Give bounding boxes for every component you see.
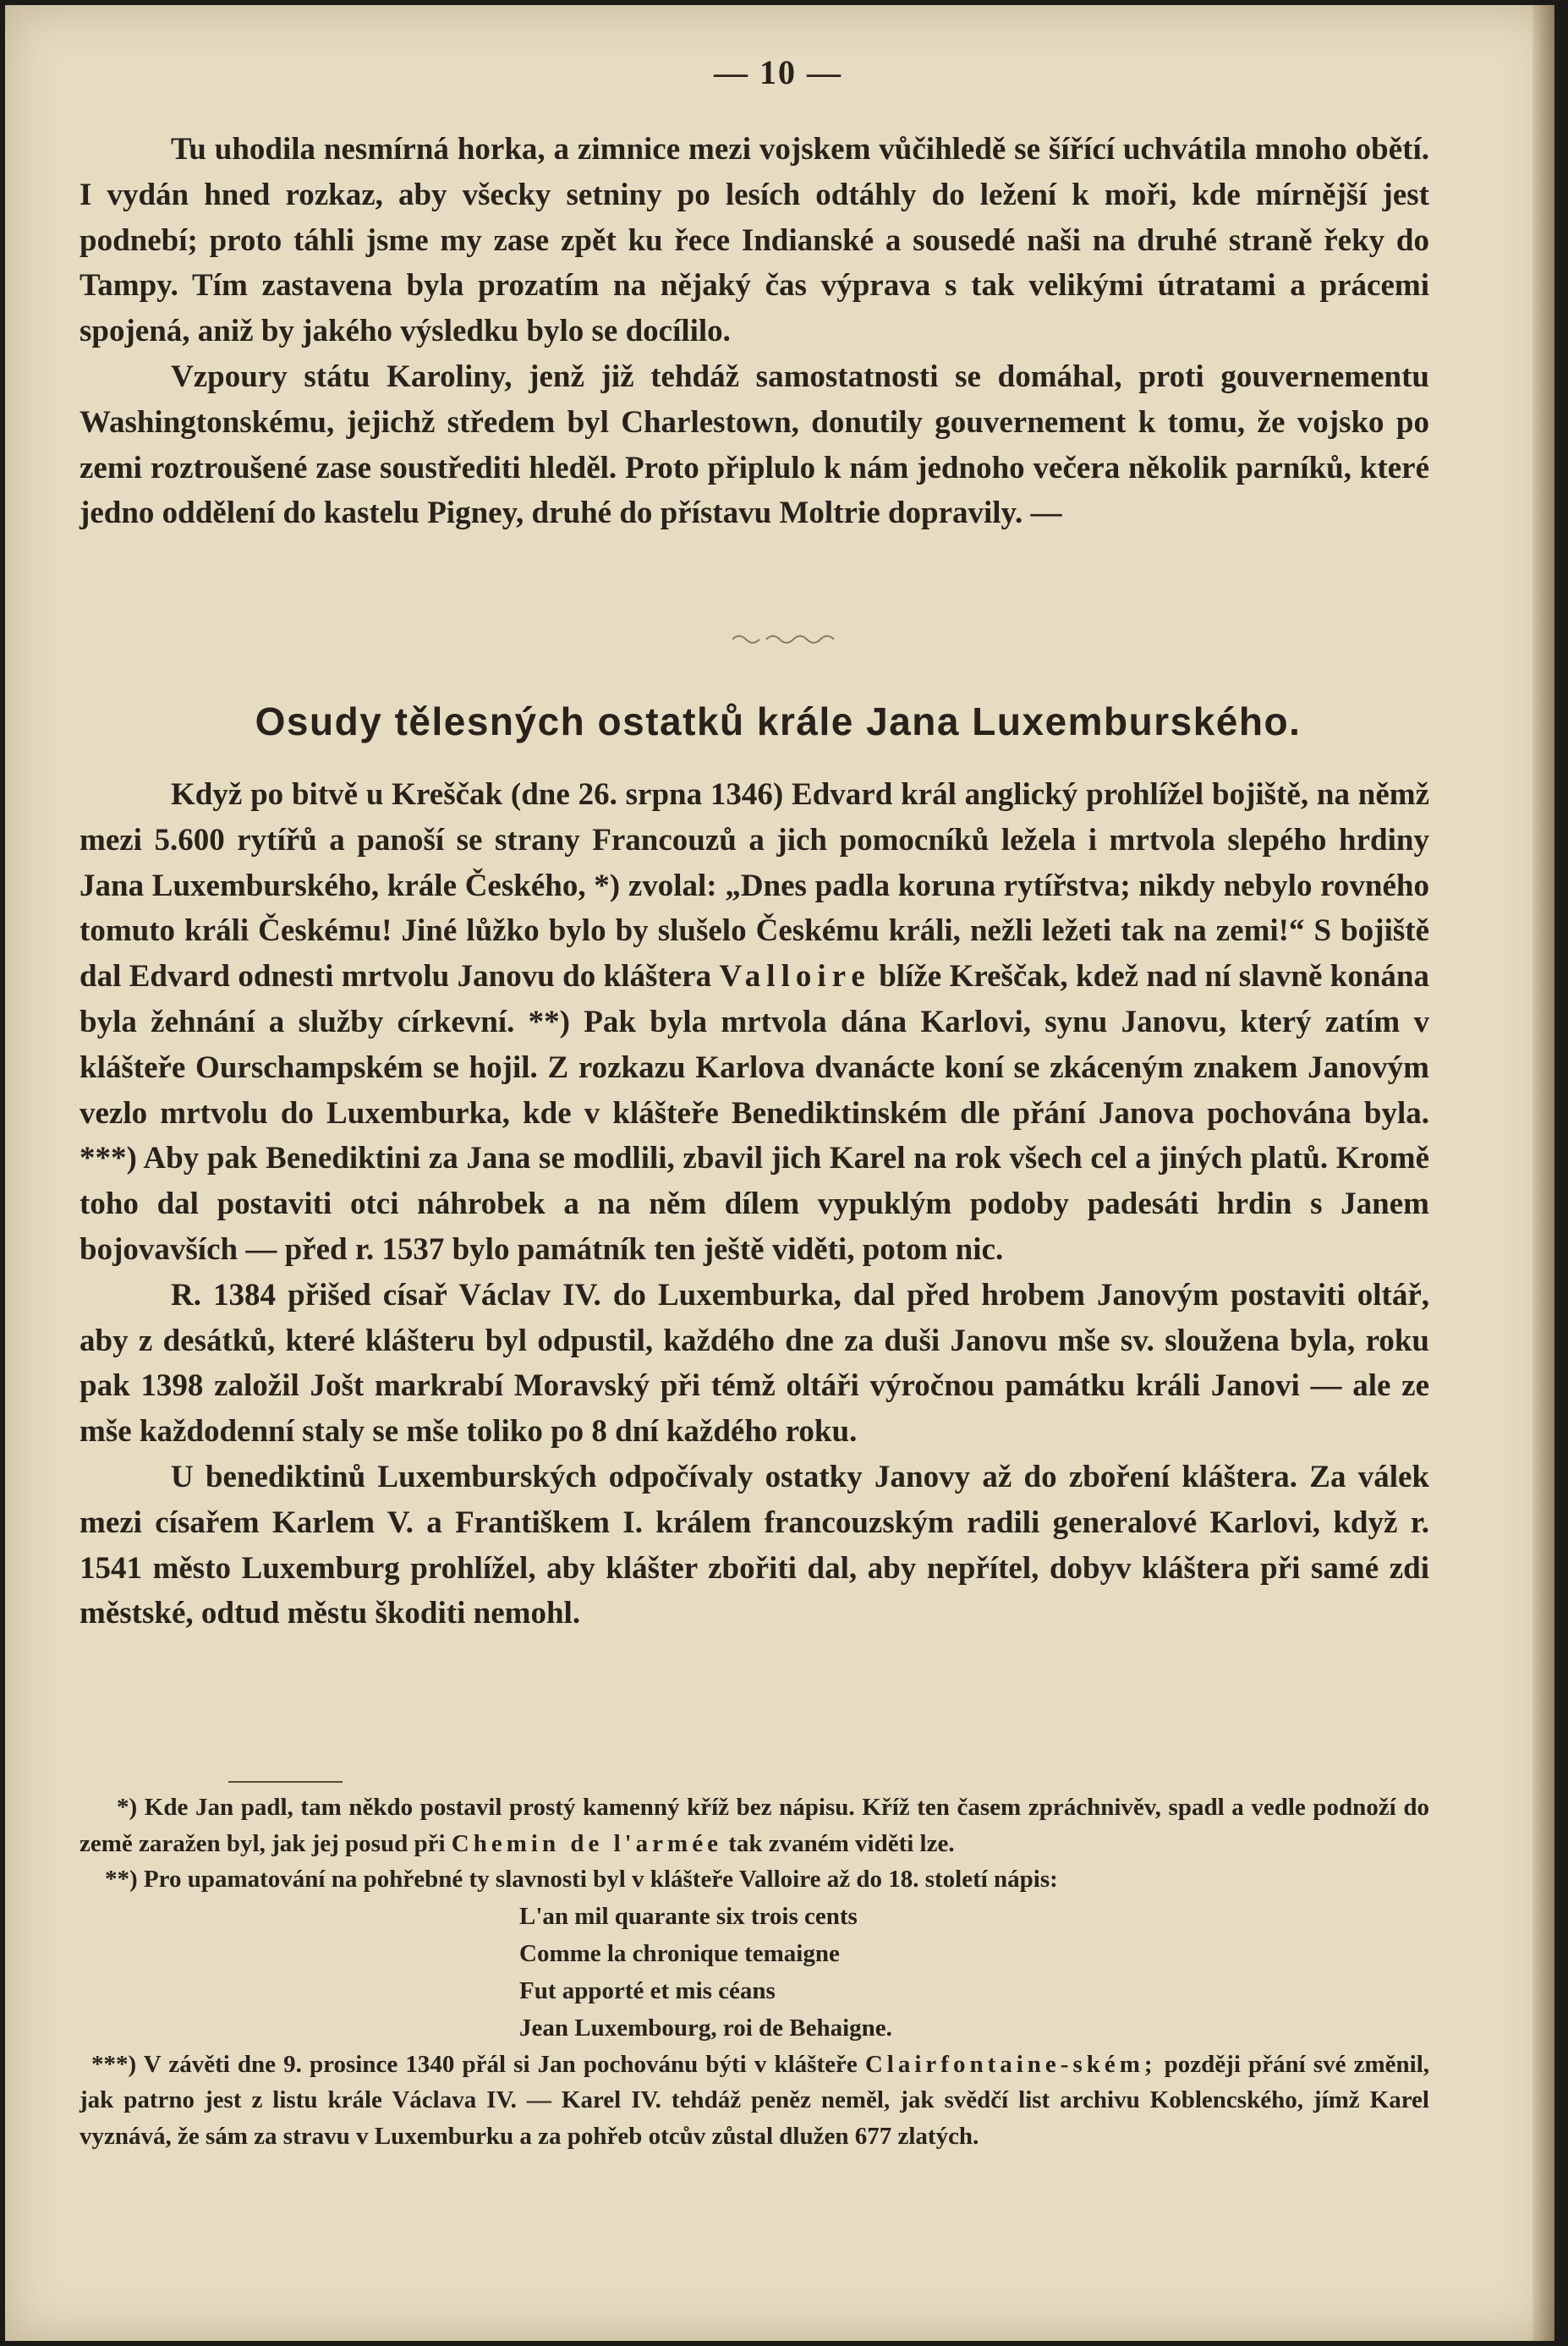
intro-paragraph-2: Vzpoury státu Karoliny, jenž již tehdáž samostatnosti se domáhal, proti gouvernementu Washingtonskému, jejichž středem byl Charlestown, donutily gouvernement k tomu, že vojsko po zemi roztroušené zase soustřediti hleděl. Proto připlulo k nám jednoho večera několik parníků, které jedno oddělení do kastelu Pigney, druhé do přístavu Moltrie dopravily. — xyxy=(79,359,1429,531)
article-paragraph-3: U benediktinů Luxemburských odpočívaly ostatky Janovy až do zboření kláštera. Za válek mezi císařem Karlem V. a Františkem I. králem francouzským radili generalové Karlovi, když r. 1541 město Luxemburg prohlížel, aby klášter zbořiti dal, aby nepřítel, dobyv kláštera při samé zdi městské, odtud městu škoditi nemohl. xyxy=(79,1459,1429,1631)
footnote-1 xyxy=(79,1790,1429,1861)
article-title: Osudy tělesných ostatků krále Jana Luxemburského. xyxy=(255,699,1302,743)
footnote-2-text: Pro upamatování na pohřebné ty slavnosti byl v klášteře Valloire až do 18. století nápis: xyxy=(143,1866,1058,1893)
article-paragraph-1-a: Když po bitvě u Kreščak (dne 26. srpna 1346) Edvard král anglický prohlížel bojiště, na němž mezi 5.600 rytířů a panoší se strany Francouzů a jich pomocníků ležela i mrtvola slepého hrdiny Jana Luxemburského, krále Českého, *) zvolal: „Dnes padla koruna rytířstva; nikdy nebylo rovného tomuto králi Českému! Jiné lůžko bylo by slušelo Českému králi, nežli ležeti tak na zemi!“ S bojiště dal Edvard odnesti mrtvolu Janovu do kláštera xyxy=(79,777,1429,995)
footnote-2 xyxy=(79,1861,1429,1898)
intro-paragraph-1: Tu uhodila nesmírná horka, a zimnice mezi vojskem vůčihledě se šířící uchvátila mnoho obětí. I vydán hned rozkaz, aby všecky setniny po lesích odtáhly do ležení k moři, kde mírnější jest podnebí; proto táhli jsme my zase zpět ku řece Indianské a sousedé naši na druhé straně řeky do Tampy. Tím zastavena byla prozatím na nějaký čas výprava s tak velikými útratami a prácemi spojená, aniž by jakého výsledku bylo se docílilo. xyxy=(79,132,1429,349)
footnote-3-text-a: V závěti dne 9. prosince 1340 přál si Jan pochovánu býti v klášteře xyxy=(143,2050,858,2078)
article-paragraph-1 xyxy=(79,772,1429,1273)
footnote-1-text-b: tak zvaném viděti lze. xyxy=(728,1829,955,1857)
footnote-3-text-b: později přání své změnil, jak patrno jest z listu krále Václava IV. — Karel IV. tehdáž peněz neměl, jak svědčí list archivu Koblencského, jímž Karel vyznává, že sám za stravu v Luxemburku a za pohřeb otcův zůstal dlužen 677 zlatých. xyxy=(79,2050,1429,2150)
poem-line: Fut apporté et mis céans xyxy=(519,1976,776,2004)
footnote-divider xyxy=(228,1781,343,1783)
intro-text xyxy=(79,127,1429,536)
footnotes xyxy=(79,1790,1429,2154)
poem-line: Jean Luxembourg, roi de Behaigne. xyxy=(519,2014,892,2042)
article-text xyxy=(79,772,1429,1636)
article-paragraph-1-b: blíže Kreščak, kdež nad ní slavně konána byla žehnání a služby církevní. **) Pak byla mrtvola dána Karlovi, synu Janovu, který zatím v klášteře Ourschampském se hojil. Z rozkazu Karlova dvanácte koní se zkáceným znakem Janovým vezlo mrtvolu do Luxemburka, kde v klášteře Benediktinském dle přání Janova pochována byla. ***) Aby pak Benediktini za Jana se modlili, zbavil jich Karel na rok všech cel a jiných platů. Kromě toho dal postaviti otci náhrobek a na něm dílem vypuklým podoby padesáti hrdin s Janem bojovavších — před r. 1537 bylo památník ten ještě viděti, potom nic. xyxy=(79,959,1430,1267)
footnote-3 xyxy=(79,2047,1429,2155)
page-spine-shadow xyxy=(1532,5,1554,2341)
book-page xyxy=(5,5,1554,2341)
valloire-spaced: Valloire xyxy=(719,959,871,995)
poem-line: Comme la chronique temaigne xyxy=(519,1939,840,1967)
page-number: — 10 — xyxy=(714,53,842,91)
article-paragraph-2: R. 1384 přišed císař Václav IV. do Luxemburka, dal před hrobem Janovým postaviti oltář, aby z desátků, které klášteru byl odpustil, každého dne za duši Janovu mše sv. sloužena byla, roku pak 1398 založil Jošt markrabí Moravský při témž oltáři výročnou památku králi Janovi — ale ze mše každodenní staly se mše toliko po 8 dní každého roku. xyxy=(79,1277,1429,1450)
inscription-poem xyxy=(79,1898,1429,2047)
footnote-3-mark: ***) xyxy=(91,2050,137,2078)
footnote-1-spaced: Chemin de l'armée xyxy=(451,1829,722,1857)
wavy-ornament-icon xyxy=(732,629,834,646)
poem-line: L'an mil quarante six trois cents xyxy=(519,1902,858,1930)
footnote-1-mark: *) xyxy=(117,1794,138,1821)
footnote-2-mark: **) xyxy=(105,1866,138,1893)
footnote-1-text-a: Kde Jan padl, tam někdo postavil prostý kamenný kříž bez nápisu. Kříž ten časem zpráchnivěv, spadl a vedle podnoží do země zaražen byl, jak jej posud při xyxy=(79,1794,1429,1857)
footnote-3-spaced: Clairfontaine-ském; xyxy=(864,2050,1157,2078)
